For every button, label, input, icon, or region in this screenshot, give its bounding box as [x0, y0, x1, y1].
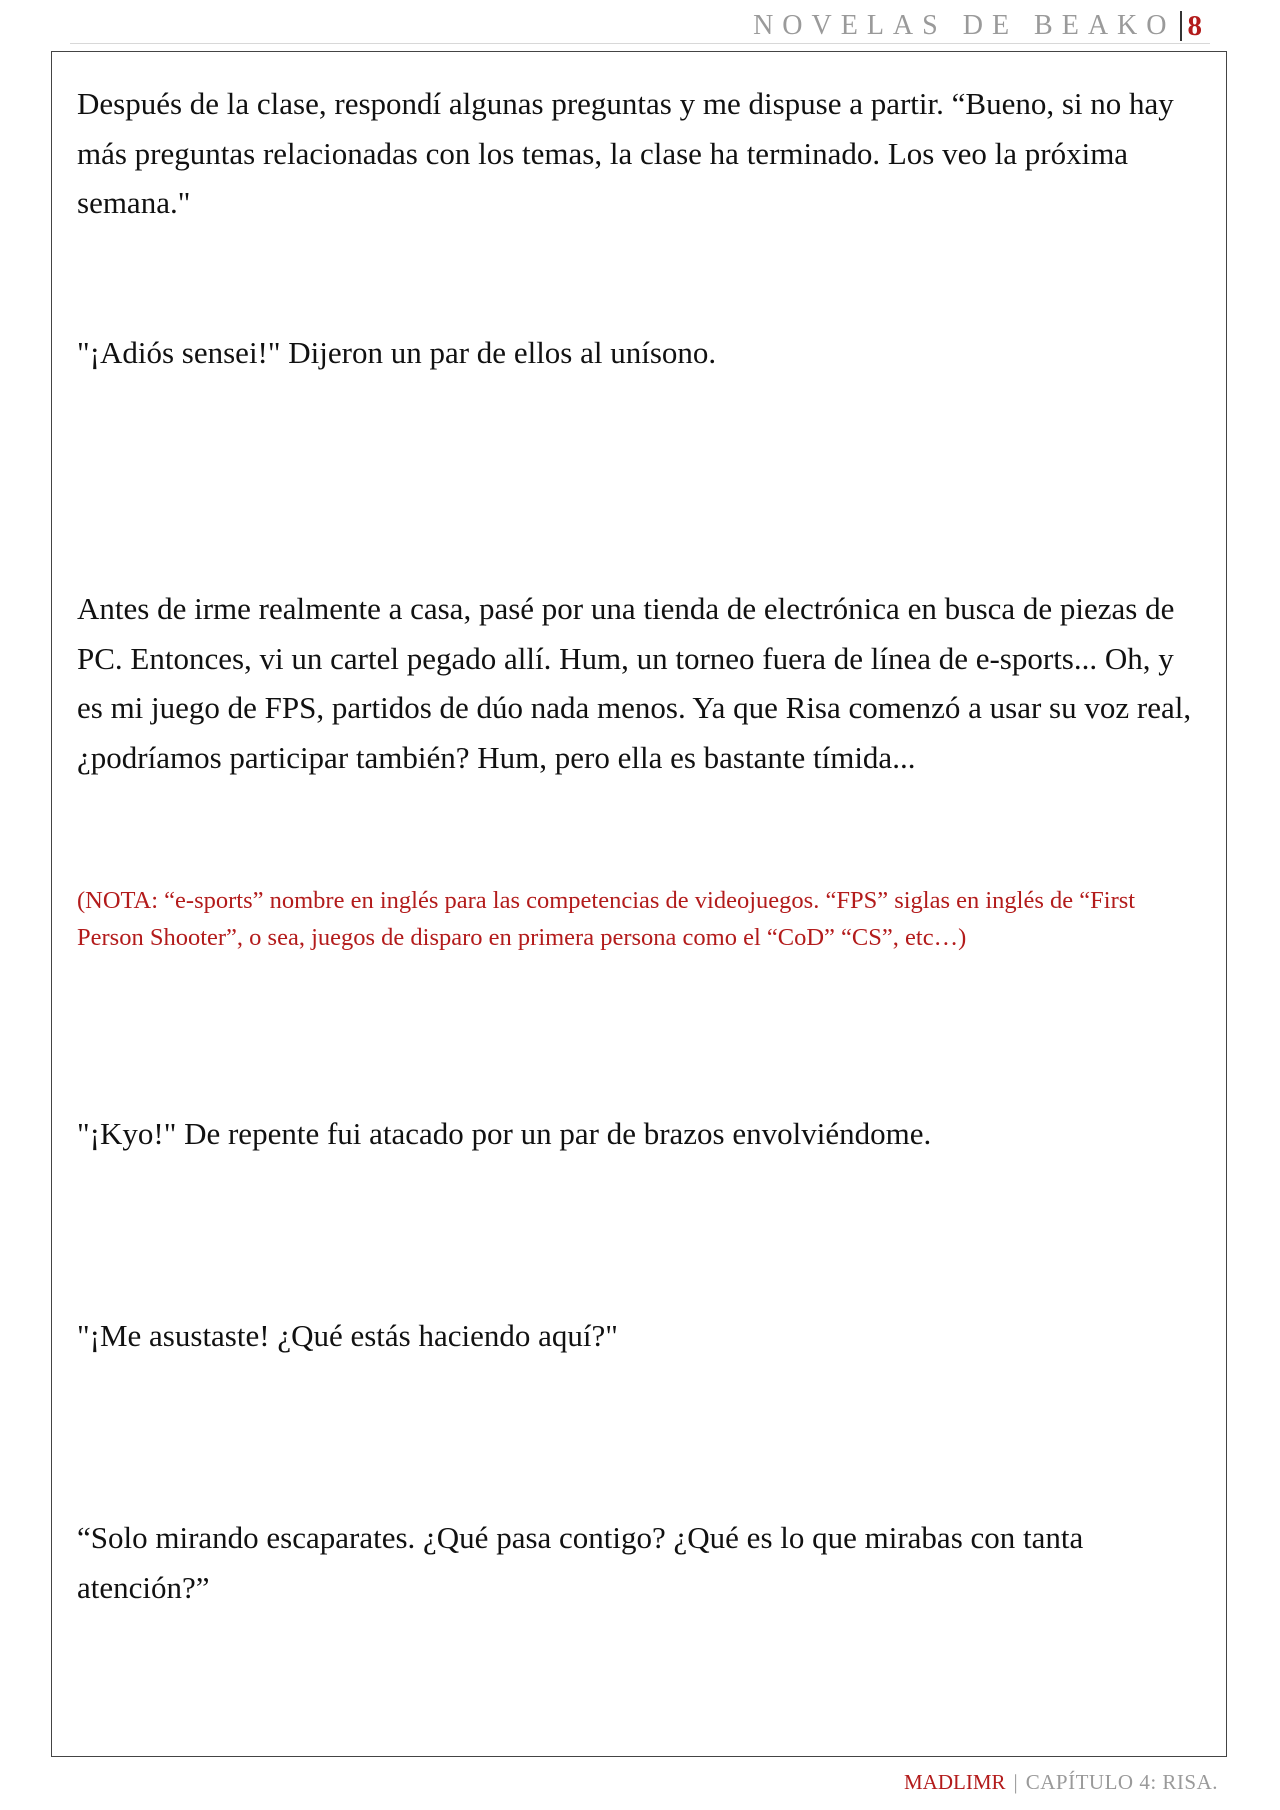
paragraph-after-class: Después de la clase, respondí algunas preguntas y me dispuse a partir. “Bueno, si no hay más preguntas relacionadas con los temas, la clase ha terminado. Los veo la próxima semana." [77, 86, 1174, 220]
paragraph-scared: "¡Me asustaste! ¿Qué estás haciendo aquí?" [77, 1318, 618, 1353]
page-header [753, 6, 1202, 46]
paragraph-electronics-store: Antes de irme realmente a casa, pasé por una tienda de electrónica en busca de piezas de PC. Entonces, vi un cartel pegado allí. Hum, un torneo fuera de línea de e-sports... Oh, y es mi juego de FPS, partidos de dúo nada menos. Ya que Risa comenzó a usar su voz real, ¿podríamos participar también? Hum, pero ella es bastante tímida... [77, 591, 1192, 775]
page-number: 8 [1187, 9, 1202, 42]
footer-chapter: CAPÍTULO 4: RISA. [1025, 1769, 1218, 1794]
paragraph-kyo-hug: "¡Kyo!" De repente fui atacado por un par de brazos envolviéndome. [77, 1116, 932, 1151]
header-divider [1180, 11, 1182, 41]
page-footer [904, 1765, 1218, 1799]
paragraph-window-shopping: “Solo mirando escaparates. ¿Qué pasa contigo? ¿Qué es lo que mirabas con tanta atención?” [77, 1520, 1084, 1605]
header-rule [70, 43, 1210, 44]
paragraph-goodbye: "¡Adiós sensei!" Dijeron un par de ellos al unísono. [77, 335, 717, 370]
footer-author: MADLIMR [904, 1769, 1006, 1794]
translator-note: (NOTA: “e-sports” nombre en inglés para las competencias de videojuegos. “FPS” siglas en inglés de “First Person Shooter”, o sea, juegos de disparo en primera persona como el “CoD” “CS”, etc…) [77, 887, 1136, 951]
book-title: NOVELAS DE BEAKO [753, 10, 1176, 41]
footer-divider: | [1013, 1769, 1018, 1794]
